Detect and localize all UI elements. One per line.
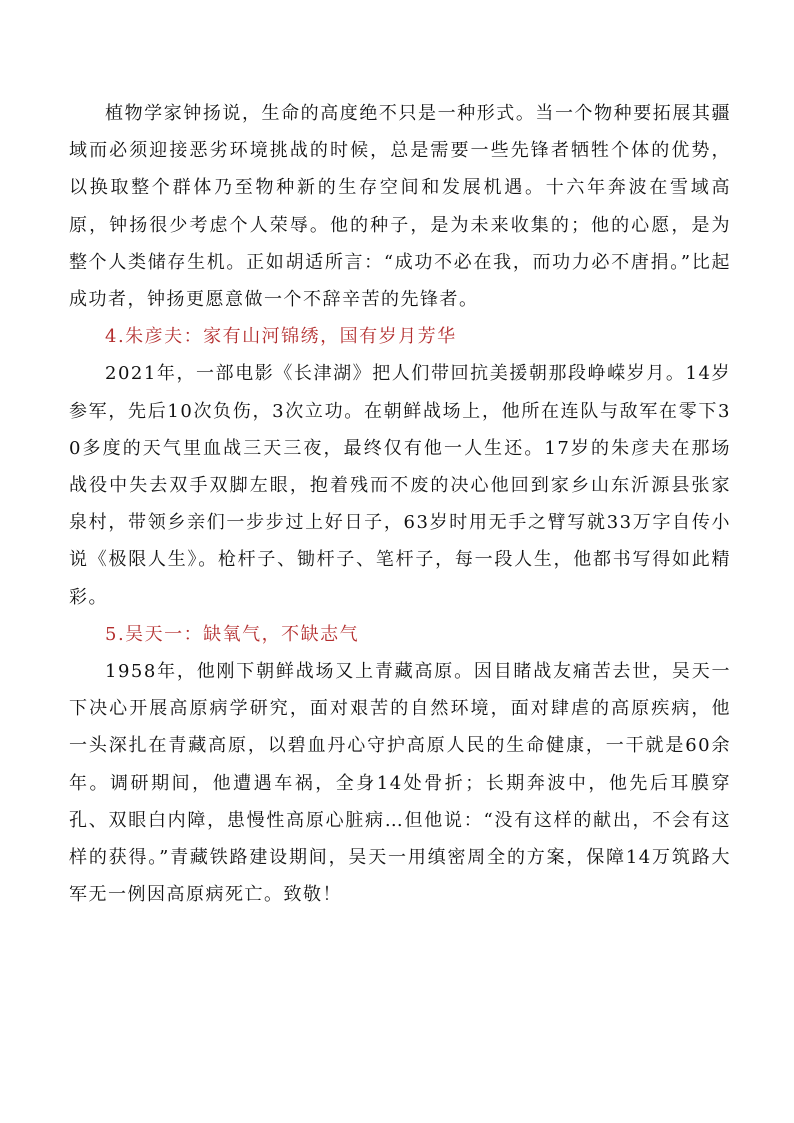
paragraph-wu-tianyi: 1958年，他刚下朝鲜战场又上青藏高原。因目睹战友痛苦去世，吴天一下决心开展高原病学研究，面对艰苦的自然环境，面对肆虐的高原疾病，他一头深扎在青藏高原，以碧血丹心守护高原人民的生命健康，一干就是60余年。调研期间，他遭遇车祸，全身14处骨折；长期奔波中，他先后耳膜穿孔、双眼白内障，患慢性高原心脏病…但他说：“没有这样的献出，不会有这样的获得。”青藏铁路建设期间，吴天一用缜密周全的方案，保障14万筑路大军无一例因高原病死亡。致敬！ (69, 661, 731, 906)
document-page (69, 95, 731, 913)
paragraph-zhong-yang: 植物学家钟扬说，生命的高度绝不只是一种形式。当一个物种要拓展其疆域而必须迎接恶劣环境挑战的时候，总是需要一些先锋者牺牲个体的优势，以换取整个群体乃至物种新的生存空间和发展机遇。十六年奔波在雪域高原，钟扬很少考虑个人荣辱。他的种子，是为未来收集的；他的心愿，是为整个人类储存生机。正如胡适所言：“成功不必在我，而功力必不唐捐。”比起成功者，钟扬更愿意做一个不辞辛苦的先锋者。 (69, 103, 731, 311)
paragraph-zhu-yanfu: 2021年，一部电影《长津湖》把人们带回抗美援朝那段峥嵘岁月。14岁参军，先后10次负伤，3次立功。在朝鲜战场上，他所在连队与敌军在零下30多度的天气里血战三天三夜，最终仅有他一人生还。17岁的朱彦夫在那场战役中失去双手双脚左眼，抱着残而不废的决心他回到家乡山东沂源县张家泉村，带领乡亲们一步步过上好日子，63岁时用无手之臂写就33万字自传小说《极限人生》。枪杆子、锄杆子、笔杆子，每一段人生，他都书写得如此精彩。 (69, 363, 731, 608)
section-heading-zhu-yanfu: 4.朱彦夫：家有山河锦绣，国有岁月芳华 (105, 326, 457, 348)
section-heading-wu-tianyi: 5.吴天一：缺氧气，不缺志气 (105, 623, 360, 645)
